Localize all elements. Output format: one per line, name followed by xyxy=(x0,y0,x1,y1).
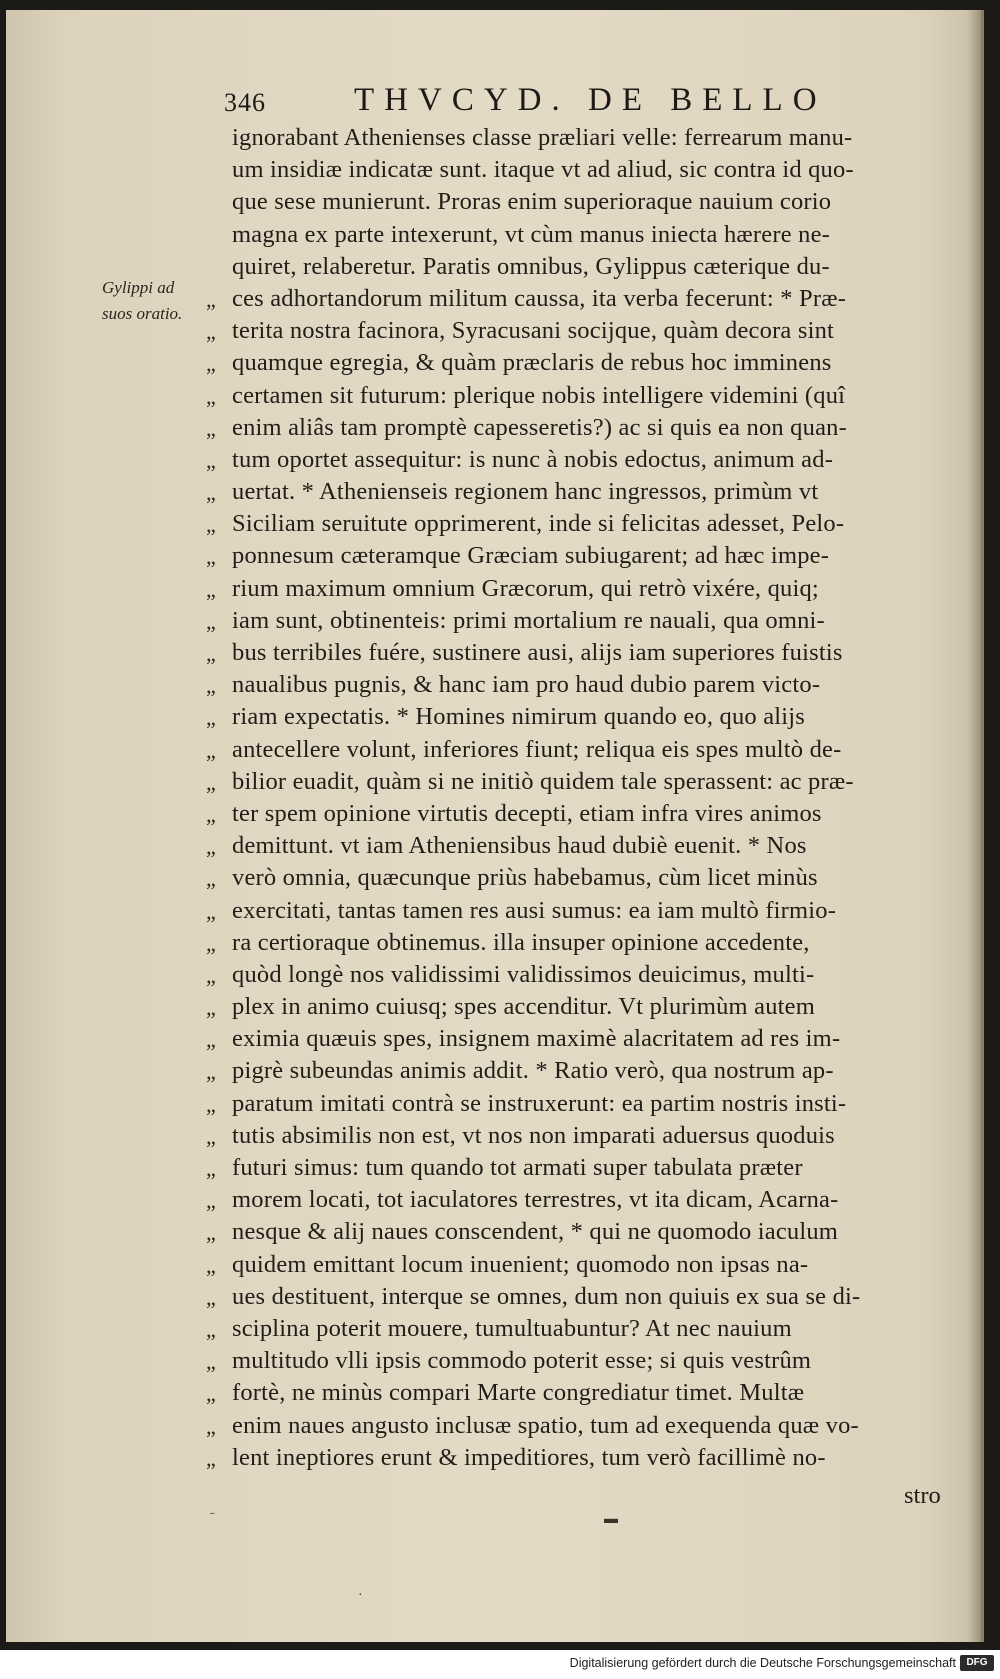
line-text: quòd longè nos validissimi validissimos deuicimus, multi- xyxy=(232,960,815,988)
line-text: ponnesum cæteramque Græciam subiugarent; ad hæc impe- xyxy=(232,542,830,570)
page-number: 346 xyxy=(224,88,266,117)
line-text: pigrè subeundas animis addit. * Ratio verò, qua nostrum ap- xyxy=(232,1057,834,1085)
text-line xyxy=(6,734,984,766)
text-line xyxy=(6,1120,984,1152)
running-title: THVCYD. DE BELLO xyxy=(354,82,827,118)
text-line xyxy=(6,251,984,283)
text-line xyxy=(6,701,984,733)
text-line xyxy=(6,347,984,379)
quote-mark: „ xyxy=(206,641,216,666)
line-text: fortè, ne minùs compari Marte congrediatur timet. Multæ xyxy=(232,1379,805,1407)
text-line xyxy=(6,959,984,991)
ink-speck: · xyxy=(358,1588,363,1603)
line-text: que sese munierunt. Proras enim superioraque nauium corio xyxy=(232,188,832,216)
line-text: magna ex parte intexerunt, vt cùm manus iniecta hærere ne- xyxy=(232,220,831,248)
text-line xyxy=(6,186,984,218)
text-line xyxy=(6,1442,984,1474)
quote-mark: „ xyxy=(206,1156,216,1181)
text-line xyxy=(6,1152,984,1184)
text-line xyxy=(6,1249,984,1281)
quote-mark: „ xyxy=(206,962,216,988)
text-line xyxy=(6,154,984,186)
line-text: bilior euadit, quàm si ne initiò quidem tale sperassent: ac præ- xyxy=(232,767,854,795)
line-text: riam expectatis. * Homines nimirum quando eo, quo alijs xyxy=(232,703,806,731)
text-line xyxy=(6,1281,984,1313)
text-line xyxy=(6,1345,984,1377)
text-line xyxy=(6,637,984,669)
quote-mark: „ xyxy=(206,1091,216,1117)
line-text: uertat. * Athenienseis regionem hanc ingressos, primùm vt xyxy=(232,478,819,506)
book-page xyxy=(6,10,984,1642)
text-line xyxy=(6,895,984,927)
text-line xyxy=(6,508,984,540)
line-text: tutis absimilis non est, vt nos non imparati aduersus quoduis xyxy=(232,1121,835,1149)
text-line xyxy=(6,573,984,605)
text-line xyxy=(6,444,984,476)
text-line xyxy=(6,1377,984,1409)
line-text: ra certioraque obtinemus. illa insuper opinione accedente, xyxy=(232,928,810,956)
quote-mark: „ xyxy=(206,576,216,602)
line-text: lent ineptiores erunt & impeditiores, tum verò facillimè no- xyxy=(232,1443,826,1471)
quote-mark: „ xyxy=(206,1445,216,1471)
footer-bar xyxy=(0,1650,1000,1679)
running-head xyxy=(224,82,921,122)
line-text: plex in animo cuiusq; spes accenditur. Vt plurimùm autem xyxy=(232,993,815,1021)
line-text: ues destituent, interque se omnes, dum non quiuis ex sua se di- xyxy=(232,1282,861,1310)
line-text: verò omnia, quæcunque priùs habebamus, cùm licet minùs xyxy=(232,864,818,892)
quote-mark: „ xyxy=(206,1252,216,1278)
line-text: Siciliam seruitute opprimerent, inde si felicitas adesset, Pelo- xyxy=(232,510,845,538)
text-line xyxy=(6,219,984,251)
text-line xyxy=(6,927,984,959)
text-line xyxy=(6,1313,984,1345)
text-line xyxy=(6,1410,984,1442)
line-text: naualibus pugnis, & hanc iam pro haud dubio parem victo- xyxy=(232,671,821,699)
quote-mark: „ xyxy=(206,801,216,827)
text-line xyxy=(6,862,984,894)
line-text: certamen sit futurum: plerique nobis intelligere videmini (quî xyxy=(232,381,846,409)
quote-mark: „ xyxy=(206,319,216,345)
line-text: ces adhortandorum militum caussa, ita verba fecerunt: * Præ- xyxy=(232,284,847,312)
line-text: enim naues angusto inclusæ spatio, tum ad exequenda quæ vo- xyxy=(232,1411,859,1439)
text-line xyxy=(6,605,984,637)
line-text: terita nostra facinora, Syracusani socijque, quàm decora sint xyxy=(232,317,835,345)
quote-mark: „ xyxy=(206,1284,216,1310)
text-line xyxy=(6,1184,984,1216)
quote-mark: „ xyxy=(206,930,216,956)
line-text: um insidiæ indicatæ sunt. itaque vt ad aliud, sic contra id quo- xyxy=(232,156,854,184)
line-text: quamque egregia, & quàm præclaris de rebus hoc imminens xyxy=(232,349,832,377)
line-text: ignorabant Athenienses classe præliari velle: ferrearum manu- xyxy=(232,124,853,151)
margin-note: suos oratio. xyxy=(102,304,183,323)
line-text: futuri simus: tum quando tot armati super tabulata præter xyxy=(232,1154,803,1181)
quote-mark: „ xyxy=(206,769,216,795)
text-line xyxy=(6,1088,984,1120)
quote-mark: „ xyxy=(206,1220,216,1246)
text-line xyxy=(6,412,984,444)
quote-mark: „ xyxy=(206,1349,216,1375)
quote-mark: „ xyxy=(206,1123,216,1149)
text-line xyxy=(6,283,984,315)
quote-mark: „ xyxy=(206,834,216,860)
line-text: bus terribiles fuére, sustinere ausi, alijs iam superiores fuistis xyxy=(232,639,843,666)
text-line xyxy=(6,798,984,830)
quote-mark: „ xyxy=(206,544,216,570)
quote-mark: „ xyxy=(206,608,216,634)
catchword: stro xyxy=(904,1482,941,1509)
text-line xyxy=(6,991,984,1023)
text-line xyxy=(6,669,984,701)
quote-mark: „ xyxy=(206,447,216,473)
line-text: demittunt. vt iam Atheniensibus haud dubiè euenit. * Nos xyxy=(232,832,807,860)
line-text: morem locati, tot iaculatores terrestres, vt ita dicam, Acarna- xyxy=(232,1186,839,1214)
line-text: quidem emittant locum inuenient; quomodo non ipsas na- xyxy=(232,1250,809,1278)
line-text: nesque & alij naues conscendent, * qui ne quomodo iaculum xyxy=(232,1218,839,1246)
text-line xyxy=(6,380,984,412)
quote-mark: „ xyxy=(206,512,216,538)
text-line xyxy=(6,1216,984,1248)
text-line xyxy=(6,122,984,154)
quote-mark: „ xyxy=(206,1381,216,1407)
dfg-logo: DFG xyxy=(960,1655,994,1671)
line-text: paratum imitati contrà se instruxerunt: ea partim nostris insti- xyxy=(232,1089,847,1117)
quote-mark: „ xyxy=(206,1316,216,1342)
line-text: quiret, relaberetur. Paratis omnibus, Gylippus cæterique du- xyxy=(232,252,830,280)
text-line xyxy=(6,830,984,862)
quote-mark: „ xyxy=(206,415,216,441)
quote-mark: „ xyxy=(206,1027,216,1053)
line-text: antecellere volunt, inferiores fiunt; reliqua eis spes multò de- xyxy=(232,735,842,763)
text-line xyxy=(6,1055,984,1087)
line-text: iam sunt, obtinenteis: primi mortalium re nauali, qua omni- xyxy=(232,606,825,634)
quote-mark: „ xyxy=(206,480,216,506)
line-text: rium maximum omnium Græcorum, qui retrò vixére, quiq; xyxy=(232,574,819,602)
quote-mark: „ xyxy=(206,1188,216,1214)
text-line xyxy=(6,476,984,508)
line-text: eximia quæuis spes, insignem maximè alacritatem ad res im- xyxy=(232,1025,841,1053)
line-text: multitudo vlli ipsis commodo poterit esse; si quis vestrûm xyxy=(232,1347,812,1375)
quote-mark: „ xyxy=(206,1059,216,1085)
ink-speck: ˗ xyxy=(210,1505,215,1520)
text-line xyxy=(6,1023,984,1055)
text-line xyxy=(6,540,984,572)
line-text: exercitati, tantas tamen res ausi sumus: ea iam multò firmio- xyxy=(232,896,837,924)
quote-mark: „ xyxy=(206,673,216,699)
margin-note: Gylippi ad xyxy=(102,278,175,297)
line-text: tum oportet assequitur: is nunc à nobis edoctus, animum ad- xyxy=(232,445,834,473)
quote-mark: „ xyxy=(206,1413,216,1439)
quote-mark: „ xyxy=(206,286,216,312)
ink-speck: ▬ xyxy=(604,1512,618,1527)
body-text xyxy=(6,122,984,1474)
quote-mark: „ xyxy=(206,351,216,377)
funding-credit: Digitalisierung gefördert durch die Deutsche Forschungsgemeinschaft xyxy=(569,1656,956,1670)
line-text: ter spem opinione virtutis decepti, etiam infra vires animos xyxy=(232,799,822,827)
line-text: enim aliâs tam promptè capesseretis?) ac si quis ea non quan- xyxy=(232,413,847,441)
quote-mark: „ xyxy=(206,705,216,731)
text-line xyxy=(6,315,984,347)
quote-mark: „ xyxy=(206,898,216,924)
quote-mark: „ xyxy=(206,383,216,409)
quote-mark: „ xyxy=(206,995,216,1021)
quote-mark: „ xyxy=(206,866,216,892)
line-text: sciplina poterit mouere, tumultuabuntur? At nec nauium xyxy=(232,1314,792,1342)
text-line xyxy=(6,766,984,798)
quote-mark: „ xyxy=(206,737,216,763)
